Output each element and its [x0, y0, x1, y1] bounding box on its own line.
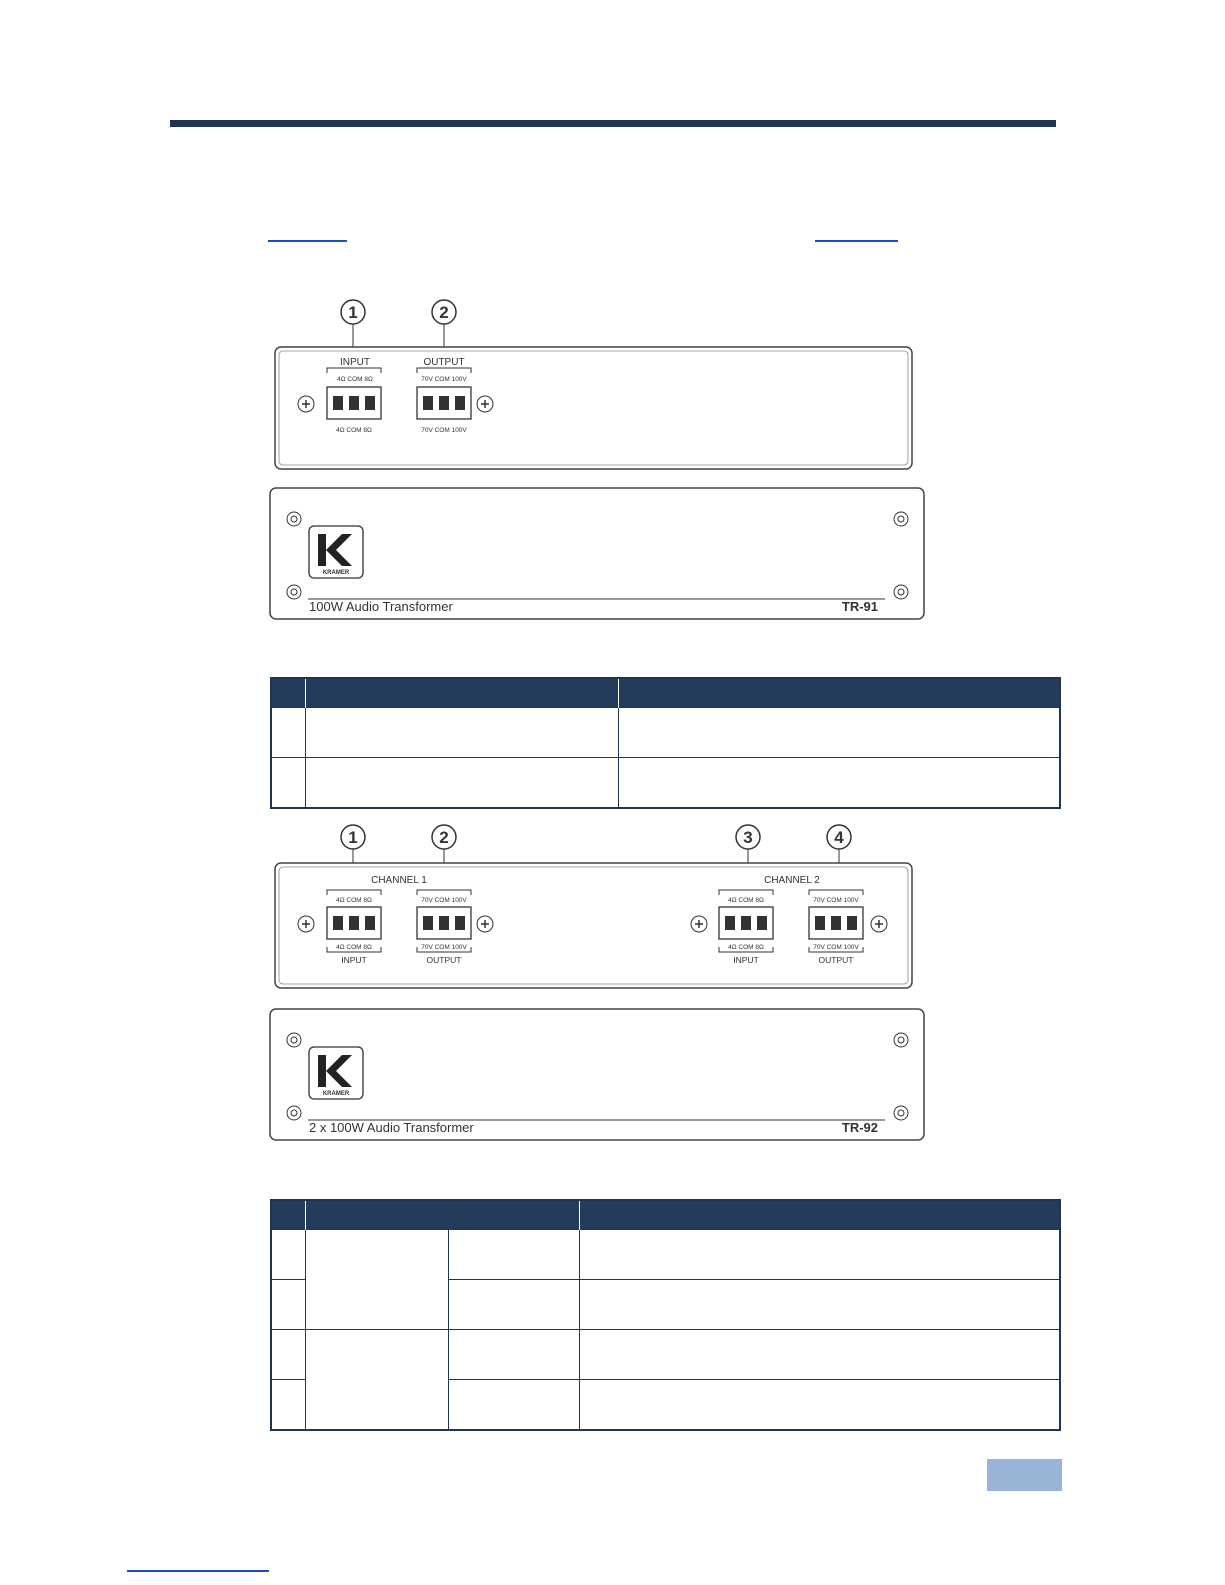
callout-1 — [341, 300, 365, 354]
svg-text:4Ω COM 8Ω: 4Ω COM 8Ω — [336, 944, 372, 951]
page-number-box — [987, 1459, 1062, 1491]
tr92-feature-table — [270, 1199, 1061, 1431]
svg-text:70V COM 100V: 70V COM 100V — [421, 427, 467, 434]
output-connector-ch1 — [417, 907, 471, 939]
model-label: TR-91 — [841, 599, 878, 614]
svg-text:INPUT: INPUT — [341, 955, 367, 965]
svg-text:4Ω COM 8Ω: 4Ω COM 8Ω — [336, 427, 372, 434]
tr91-front-panel — [268, 486, 928, 622]
output-connector-ch2 — [809, 907, 863, 939]
screw — [871, 916, 887, 932]
input-connector-ch1 — [327, 907, 381, 939]
table-header — [271, 678, 1060, 708]
screw — [298, 916, 314, 932]
channel-2-label: CHANNEL 2 — [764, 875, 820, 886]
channel-1-label: CHANNEL 1 — [371, 875, 427, 886]
svg-text:70V COM 100V: 70V COM 100V — [421, 376, 467, 383]
table-row — [271, 708, 1060, 758]
kramer-logo — [309, 1047, 363, 1099]
screw-left — [298, 396, 314, 412]
input-connector-ch2 — [719, 907, 773, 939]
svg-text:KRAMER: KRAMER — [322, 570, 350, 576]
screw — [691, 916, 707, 932]
tr92-front-panel — [268, 1007, 928, 1147]
svg-text:1: 1 — [348, 828, 358, 847]
svg-text:2: 2 — [439, 828, 449, 847]
svg-text:INPUT: INPUT — [733, 955, 759, 965]
output-label: OUTPUT — [423, 357, 465, 368]
table-row — [271, 758, 1060, 809]
product-name: 2 x 100W Audio Transformer — [309, 1120, 474, 1135]
svg-text:4Ω COM 8Ω: 4Ω COM 8Ω — [337, 376, 373, 383]
svg-text:70V COM 100V: 70V COM 100V — [421, 944, 467, 951]
svg-text:3: 3 — [743, 828, 753, 847]
cross-reference-link-1[interactable] — [268, 240, 347, 242]
svg-text:2: 2 — [439, 303, 449, 322]
footer-link[interactable] — [127, 1570, 269, 1572]
svg-text:4Ω COM 8Ω: 4Ω COM 8Ω — [728, 897, 764, 904]
cross-reference-link-2[interactable] — [815, 240, 898, 242]
tr91-rear-panel — [265, 295, 925, 475]
tr92-rear-panel — [265, 815, 930, 1000]
screw-right — [477, 396, 493, 412]
svg-text:OUTPUT: OUTPUT — [426, 955, 462, 965]
tr91-feature-table — [270, 677, 1061, 809]
kramer-logo — [309, 526, 363, 578]
svg-text:KRAMER: KRAMER — [322, 1091, 350, 1097]
screw — [477, 916, 493, 932]
table-row — [271, 1330, 1060, 1380]
svg-text:1: 1 — [348, 303, 358, 322]
svg-text:70V COM 100V: 70V COM 100V — [421, 897, 467, 904]
input-connector — [327, 387, 381, 419]
svg-text:70V COM 100V: 70V COM 100V — [813, 944, 859, 951]
table-header — [271, 1200, 1060, 1230]
callout-2 — [432, 300, 456, 354]
table-row — [271, 1230, 1060, 1280]
svg-text:4: 4 — [834, 828, 844, 847]
product-name: 100W Audio Transformer — [309, 599, 453, 614]
input-label: INPUT — [340, 357, 370, 368]
top-rule — [170, 120, 1056, 127]
svg-text:70V COM 100V: 70V COM 100V — [813, 897, 859, 904]
output-connector — [417, 387, 471, 419]
svg-text:4Ω COM 8Ω: 4Ω COM 8Ω — [336, 897, 372, 904]
svg-text:OUTPUT: OUTPUT — [818, 955, 854, 965]
model-label: TR-92 — [841, 1120, 878, 1135]
svg-text:4Ω COM 8Ω: 4Ω COM 8Ω — [728, 944, 764, 951]
